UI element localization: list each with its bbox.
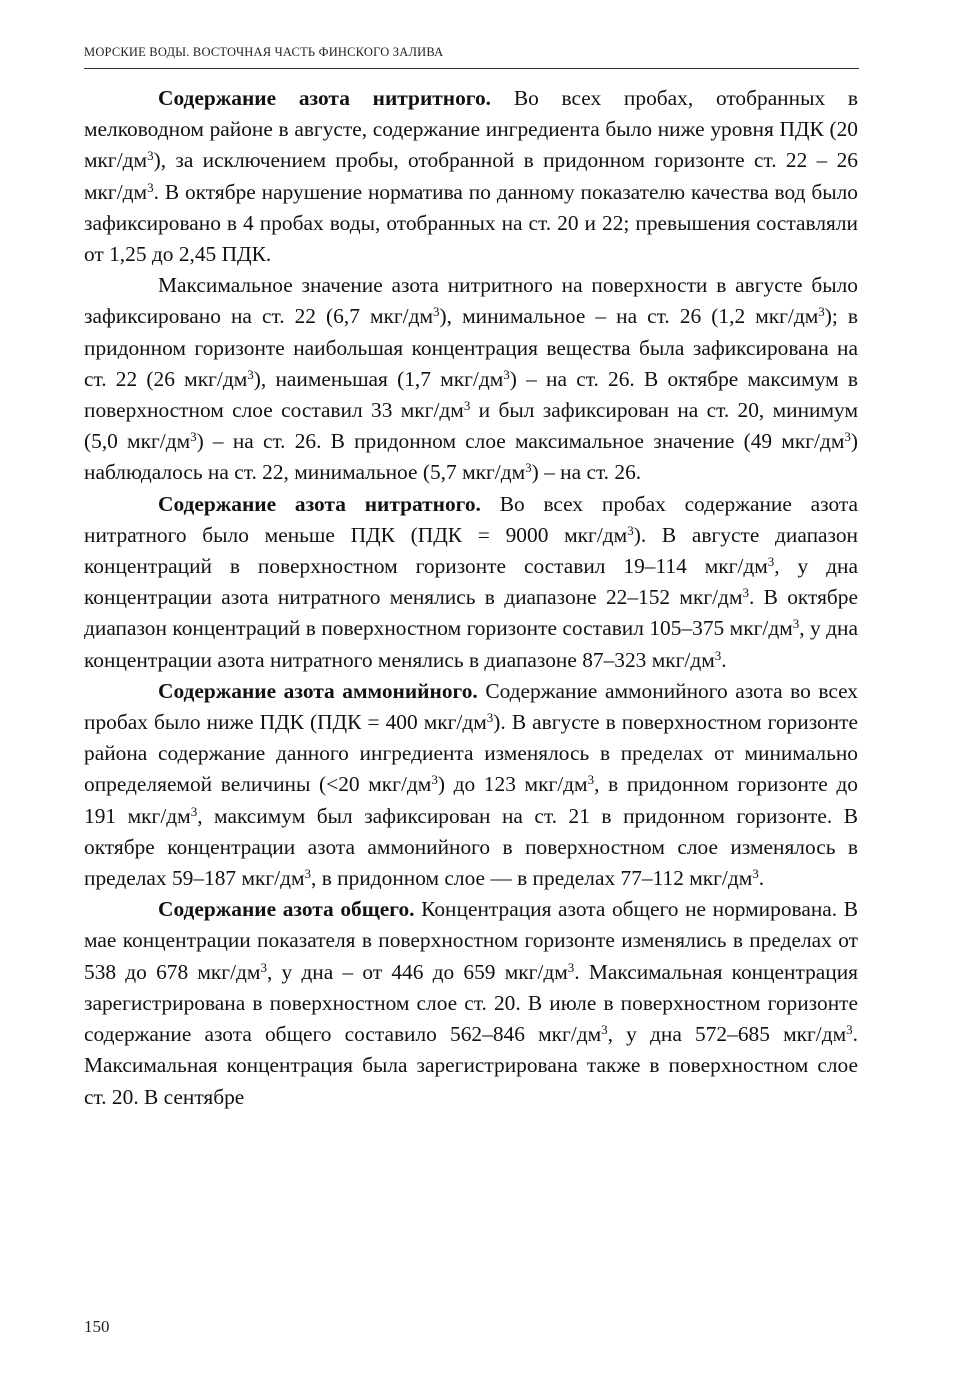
unit-exponent: 3	[567, 959, 575, 975]
unit-exponent: 3	[844, 429, 851, 445]
unit-exponent: 3	[714, 647, 722, 663]
unit-exponent: 3	[190, 803, 198, 819]
unit-exponent: 3	[433, 304, 440, 320]
unit-exponent: 3	[247, 366, 254, 382]
paragraph-text: Содержание аммонийного азота во всех пробах было ниже ПДК (ПДК = 400 мкг/$дм^3$). В августе в поверхностном горизонте района содержание данного ингредиента изменялось в пределах от минимально определяемой величины (<20 мкг/$дм^3$) до 123 мкг/$дм^3$, в придонном горизонте до 191 мкг/$дм^3$, максимум был зафиксирован на ст. 21 в придонном горизонте. В октябре концентрации азота аммонийного в поверхностном слое изменялось в пределах 59–187 мкг/$дм^3$, в придонном слое — в пределах 77–112 мкг/$дм^3$.	[84, 678, 859, 891]
unit-exponent: 3	[463, 398, 471, 414]
page-number: 150	[84, 1317, 110, 1336]
unit-exponent: 3	[752, 866, 759, 882]
unit-exponent: 3	[486, 710, 494, 726]
paragraph-nitrite-extremes	[84, 270, 858, 488]
paragraph-ammonium	[84, 676, 858, 894]
paragraph-heading: Содержание азота аммонийного.	[158, 678, 478, 703]
paragraph-nitrate	[84, 489, 858, 676]
unit-exponent: 3	[767, 554, 775, 570]
unit-exponent: 3	[627, 522, 634, 538]
unit-exponent: 3	[818, 304, 825, 320]
paragraph-text: Во всех пробах содержание азота нитратного было меньше ПДК (ПДК = 9000 мкг/$дм^3$). В августе диапазон концентраций в поверхностном горизонте составил 19–114 мкг/$дм^3$, у дна концентрации азота нитратного менялись в диапазоне 22–152 мкг/$дм^3$. В октябре диапазон концентраций в поверхностном горизонте составил 105–375 мкг/$дм^3$, у дна концентрации азота нитратного менялись в диапазоне 87–323 мкг/$дм^3$.	[84, 491, 859, 672]
unit-exponent: 3	[792, 616, 800, 632]
unit-exponent: 3	[260, 959, 267, 975]
unit-exponent: 3	[587, 772, 595, 788]
unit-exponent: 3	[742, 585, 749, 601]
unit-exponent: 3	[525, 460, 532, 476]
paragraph-heading: Содержание азота нитритного.	[158, 86, 492, 110]
paragraph-total-nitrogen	[84, 894, 858, 1112]
unit-exponent: 3	[304, 866, 312, 882]
paragraph-text: Концентрация азота общего не нормирована. В мае концентрации показателя в поверхностном горизонте изменялись в пределах от 538 до 678 мкг/$дм^3$, у дна – от 446 до 659 мкг/$дм^3$. Максимальная концентрация зарегистрирована в поверхностном слое ст. 20. В июле в поверхностном горизонте содержание азота общего составило 562–846 мкг/$дм^3$, у дна 572–685 мкг/$дм^3$. Максимальная концентрация была зарегистрирована также в поверхностном слое ст. 20. В сентябре	[84, 897, 859, 1109]
header-rule	[84, 68, 859, 69]
unit-exponent: 3	[431, 772, 438, 788]
paragraph-text: Максимальное значение азота нитритного на поверхности в августе было зафиксировано на ст. 22 (6,7 мкг/$дм^3$), минимальное – на ст. 26 (1,2 мкг/$дм^3$); в придонном горизонте наибольшая концентрация вещества была зафиксирована на ст. 22 (26 мкг/$дм^3$), наименьшая (1,7 мкг/$дм^3$) – на ст. 26. В октябре максимум в поверхностном слое составил 33 мкг/$дм^3$ и был зафиксирован на ст. 20, минимум (5,0 мкг/$дм^3$) – на ст. 26. В придонном слое максимальное значение (49 мкг/$дм^3$) наблюдалось на ст. 22, минимальное (5,7 мкг/$дм^3$) – на ст. 26.	[84, 273, 859, 485]
paragraph-heading: Содержание азота общего.	[158, 897, 415, 922]
unit-exponent: 3	[147, 148, 154, 164]
paragraph-text: Во всех пробах, отобранных в мелководном районе в августе, содержание ингредиента было ниже уровня ПДК (20 мкг/$дм^3$), за исключением пробы, отобранной в придонном горизонте ст. 22 – 26 мкг/$дм^3$. В октябре нарушение норматива по данному показателю качества вод было зафиксировано в 4 пробах воды, отобранных на ст. 20 и 22; превышения составляли от 1,25 до 2,45 ПДК.	[84, 86, 859, 267]
paragraph-heading: Содержание азота нитратного.	[158, 491, 481, 516]
unit-exponent: 3	[503, 366, 510, 382]
unit-exponent: 3	[147, 179, 154, 195]
running-title: МОРСКИЕ ВОДЫ. ВОСТОЧНАЯ ЧАСТЬ ФИНСКОГО ЗАЛИВА	[84, 45, 444, 59]
unit-exponent: 3	[190, 429, 197, 445]
body-text	[84, 83, 858, 1113]
unit-exponent: 3	[846, 1022, 853, 1038]
paragraph-nitrite	[84, 83, 858, 270]
unit-exponent: 3	[601, 1022, 608, 1038]
